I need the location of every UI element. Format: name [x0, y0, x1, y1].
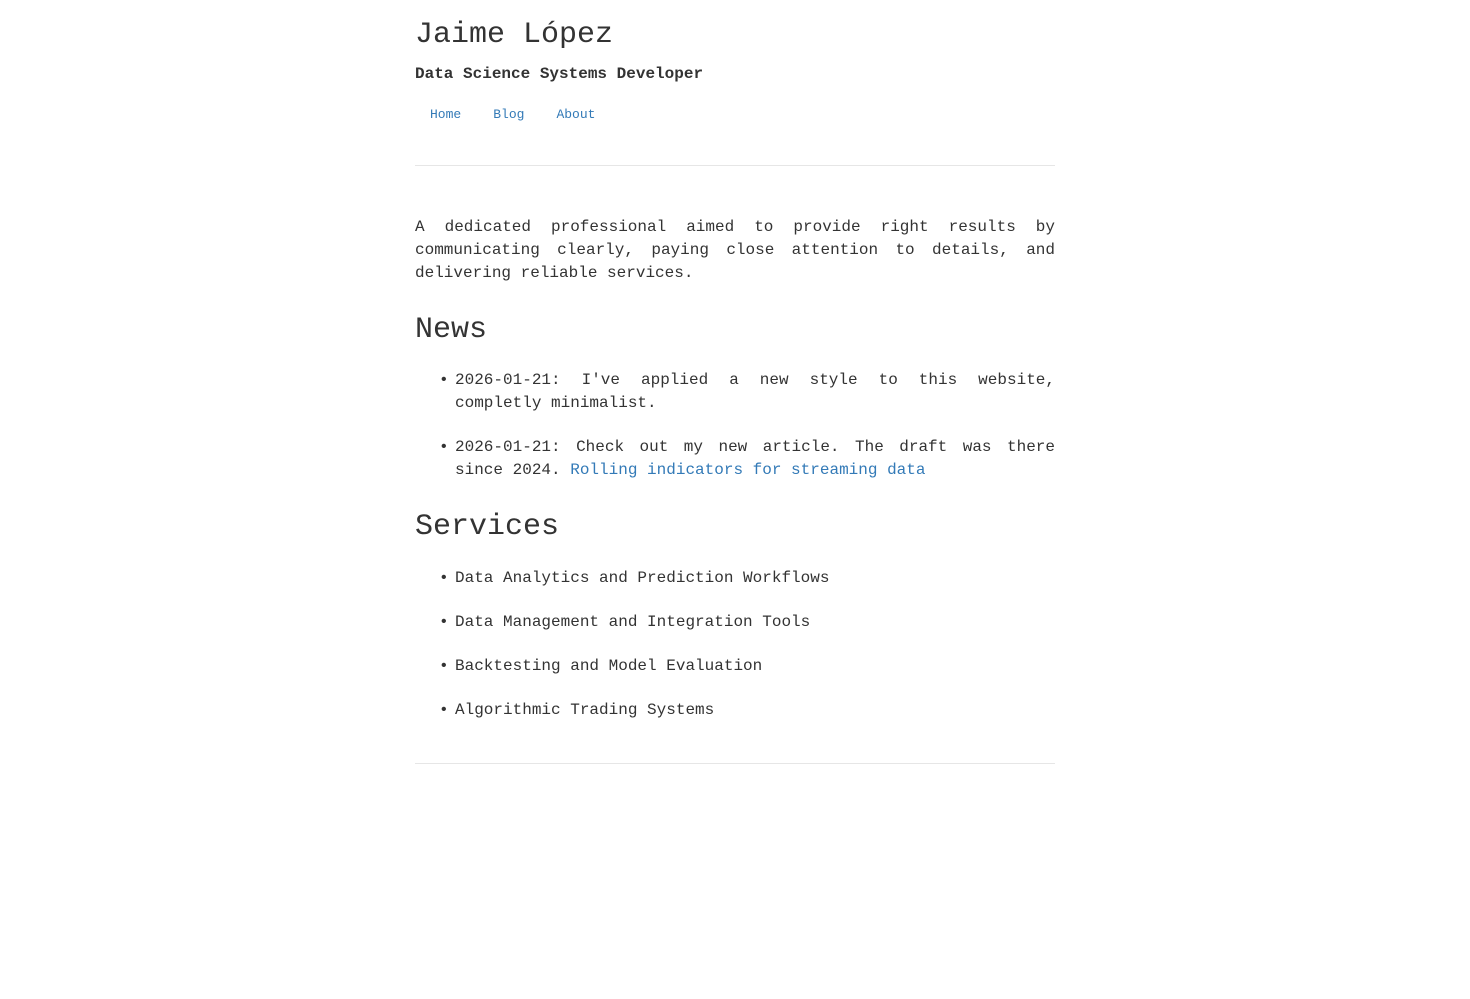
services-heading: Services: [415, 510, 560, 544]
nav-link-about[interactable]: About: [556, 107, 596, 122]
service-item: [439, 611, 1055, 634]
service-item-text: Algorithmic Trading Systems: [455, 701, 715, 719]
intro-paragraph: A dedicated professional aimed to provide right results by communicating clearly, paying close attention to details, and delivering reliable services.: [415, 218, 1055, 282]
bullet-dot-icon: •: [439, 701, 449, 719]
service-item-text: Data Analytics and Prediction Workflows: [455, 569, 830, 587]
service-item-text: Backtesting and Model Evaluation: [455, 657, 763, 675]
nav-link-home[interactable]: Home: [430, 107, 462, 122]
bullet-dot-icon: •: [439, 371, 449, 389]
service-item: [439, 655, 1055, 678]
news-item-text: 2026-01-21: I've applied a new style to this website, completly minimalist.: [455, 371, 1055, 412]
bullet-dot-icon: •: [439, 438, 449, 456]
services-list: [415, 567, 1055, 743]
nav-link-blog[interactable]: Blog: [493, 107, 525, 122]
service-item: [439, 699, 1055, 722]
header-divider: [415, 165, 1055, 166]
bullet-dot-icon: •: [439, 613, 449, 631]
news-item: [439, 436, 1055, 482]
news-heading: News: [415, 313, 488, 347]
footer-divider: [415, 763, 1055, 764]
news-item: [439, 369, 1055, 415]
service-item-text: Data Management and Integration Tools: [455, 613, 811, 631]
news-item-text: 2026-01-21: Check out my new article. The draft was there since 2024.: [455, 438, 1055, 479]
site-title: Jaime López: [415, 18, 614, 52]
main-nav: [430, 106, 595, 123]
bullet-dot-icon: •: [439, 569, 449, 587]
service-item: [439, 567, 1055, 590]
bullet-dot-icon: •: [439, 657, 449, 675]
site-subtitle: Data Science Systems Developer: [415, 65, 704, 83]
article-link[interactable]: Rolling indicators for streaming data: [570, 461, 926, 479]
news-list: [415, 369, 1055, 503]
